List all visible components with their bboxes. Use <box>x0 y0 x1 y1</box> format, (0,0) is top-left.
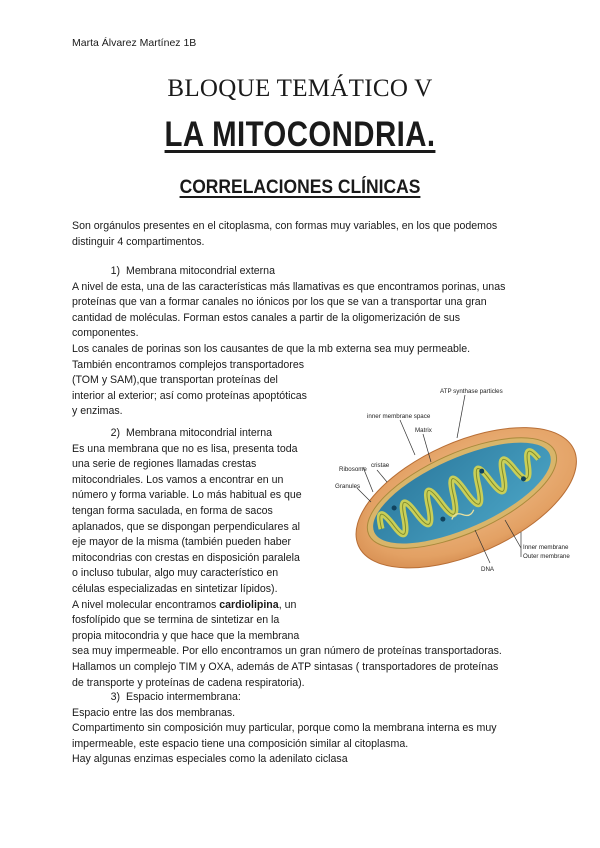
text-line: mitocondrias con crestas en disposición paralela <box>72 551 300 564</box>
label-intermembrane-space: inner membrane space <box>367 413 431 420</box>
text-line: Hay algunas enzimas especiales como la adenilato ciclasa <box>72 753 348 766</box>
text-line: Hallamos un complejo TIM y OXA, además de ATP sintasas ( transportadores de proteínas <box>72 660 499 673</box>
section-heading <box>72 690 542 706</box>
text-line: (TOM y SAM),que transportan proteínas del <box>72 374 278 387</box>
label-dna: DNA <box>481 566 495 573</box>
author-header: Marta Álvarez Martínez 1B <box>72 37 197 49</box>
label-inner-membrane: Inner membrane <box>523 544 569 551</box>
mitochondrion-illustration <box>325 380 595 590</box>
text-line: proteínas que van a formar canales no iónicos por los que se van a transportar una gran <box>72 296 487 309</box>
text-line: tengan forma saculada, en forma de sacos <box>72 504 273 517</box>
label-ribosome: Ribosome <box>339 466 367 473</box>
label-granules: Granules <box>335 483 361 490</box>
text-line: cantidad de moléculas. Forman estos canales a partir de la oligomerización de sus <box>72 311 461 324</box>
text-line: o incluso tubular, algo muy característico en <box>72 567 279 580</box>
text-line: sea muy impermeable. Por ello encontramos un gran número de proteínas transportadoras. <box>72 645 502 658</box>
text-line: de transporte y proteínas de cadena respiratoria). <box>72 676 305 689</box>
molecular-suffix: , un <box>278 598 297 611</box>
text-line: fosfolípido que se termina de sintetizar en la <box>72 614 280 627</box>
text-line: impermeable, este espacio tiene una composición similar al citoplasma. <box>72 737 409 750</box>
text-line: Espacio entre las dos membranas. <box>72 706 236 719</box>
section-title: Membrana mitocondrial externa <box>126 265 275 277</box>
section-number: 3) <box>110 691 120 703</box>
label-atp-synthase: ATP synthase particles <box>440 388 503 395</box>
text-line: Es una membrana que no es lisa, presenta toda <box>72 442 298 455</box>
main-title: LA MITOCONDRIA. <box>164 115 436 154</box>
text-line: A nivel de esta, una de las características más llamativas es que encontramos porinas, unas <box>72 280 506 293</box>
text-line: Compartimento sin composición muy particular, porque como la membrana interna es muy <box>72 722 497 735</box>
label-matrix: Matrix <box>415 427 432 434</box>
section-heading <box>72 264 542 280</box>
text-line: y enzimas. <box>72 405 123 418</box>
label-outer-membrane: Outer membrane <box>523 553 570 560</box>
text-line: componentes. <box>72 327 139 340</box>
text-line: número y forma variable. Lo más habitual es que <box>72 489 302 502</box>
section-title: Membrana mitocondrial interna <box>126 427 273 439</box>
block-title: BLOQUE TEMÁTICO V <box>167 75 433 102</box>
text-line: También encontramos complejos transportadores <box>72 358 305 371</box>
text-line: interior al exterior; así como proteínas apoptóticas <box>72 389 307 402</box>
section-intermembrane-space <box>72 690 542 768</box>
cardiolipina-term: cardiolipina <box>219 598 279 611</box>
section-title: Espacio intermembrana: <box>126 691 241 703</box>
text-line: eje mayor de la misma (también pueden haber <box>72 536 292 549</box>
leader-line <box>457 395 465 438</box>
molecular-prefix: A nivel molecular encontramos <box>72 598 220 611</box>
leader-line <box>357 488 371 502</box>
text-line: distinguir 4 compartimentos. <box>72 235 205 248</box>
text-line: mitocondriales. Los vamos a encontrar en un <box>72 473 284 486</box>
text-line: células especializadas en sintetizar lípidos). <box>72 582 278 595</box>
leader-line <box>377 470 387 482</box>
text-line: Son orgánulos presentes en el citoplasma, con formas muy variables, en los que podemos <box>72 220 498 232</box>
text-line: Los canales de porinas son los causantes de que la mb externa sea muy permeable. <box>72 342 471 355</box>
section-number: 2) <box>110 427 120 439</box>
label-cristae: cristae <box>371 462 390 469</box>
intro-paragraph <box>72 219 542 250</box>
text-line: propia mitocondria y que hace que la membrana <box>72 629 300 642</box>
text-line: una serie de regiones llamadas crestas <box>72 458 257 471</box>
subtitle: CORRELACIONES CLÍNICAS <box>179 177 421 198</box>
text-line: aplanados, que se dispongan perpendiculares al <box>72 520 300 533</box>
leader-line <box>400 420 415 455</box>
text-line-molecular <box>72 598 542 614</box>
section-number: 1) <box>110 265 120 277</box>
